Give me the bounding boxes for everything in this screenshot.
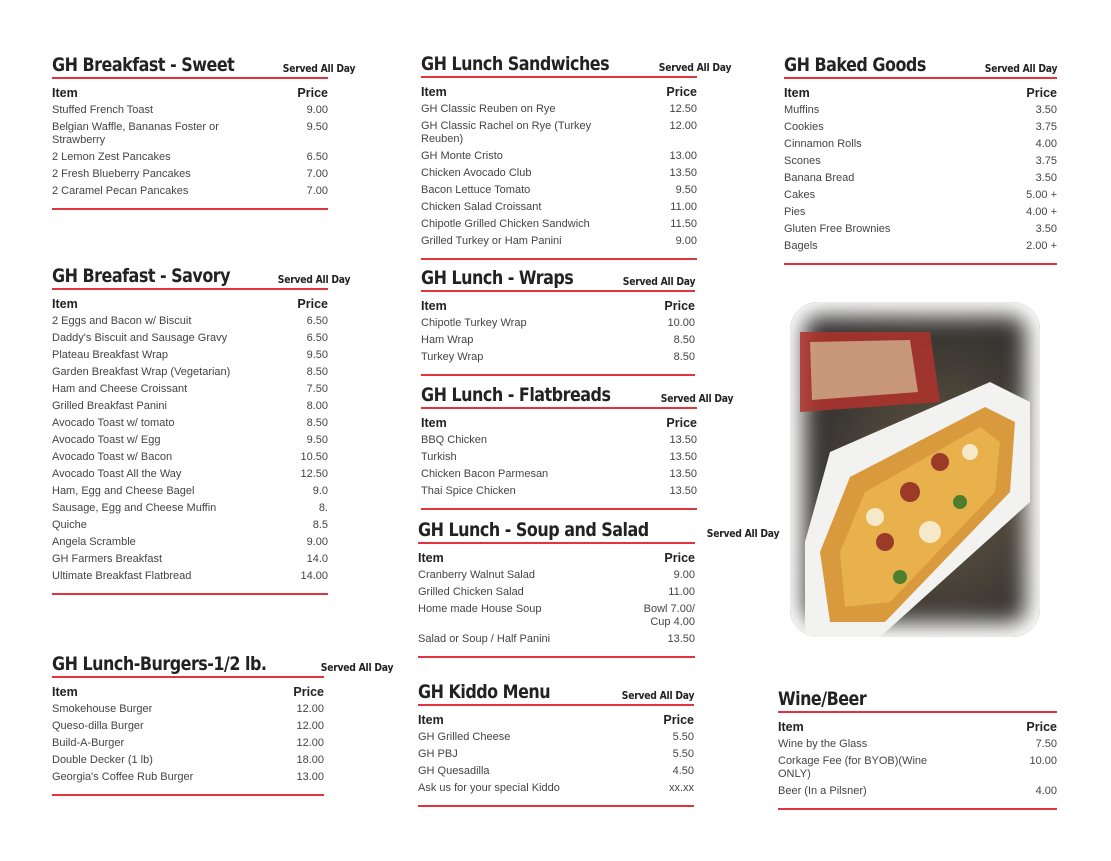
section-divider (418, 656, 695, 658)
flatbread-photo (790, 302, 1040, 637)
menu-item-name: Cakes (784, 189, 816, 201)
menu-item-name: Ask us for your special Kiddo (418, 782, 560, 794)
price-column-label: Price (1026, 720, 1057, 734)
menu-item-price: 13.00 (296, 771, 324, 783)
menu-item-price: 13.00 (669, 150, 697, 162)
section-header (778, 688, 1057, 713)
column-header (778, 720, 1057, 734)
section-divider (784, 263, 1057, 265)
menu-item-price: 11.50 (670, 218, 697, 230)
menu-item (52, 752, 324, 769)
menu-item-price: 12.50 (669, 103, 697, 115)
menu-item (52, 166, 328, 183)
menu-item (778, 753, 1057, 783)
section-divider (421, 374, 695, 376)
section-header (784, 54, 1057, 79)
menu-item-price: 4.00 (1035, 785, 1057, 797)
column-header (421, 299, 695, 313)
menu-item-name: Build-A-Burger (52, 737, 125, 749)
menu-item-price: 10.50 (300, 451, 328, 463)
section-breakfast-savory (52, 265, 351, 595)
price-column-label: Price (664, 551, 695, 565)
section-title: GH Lunch - Wraps (421, 267, 574, 289)
menu-item (52, 701, 324, 718)
menu-item (784, 119, 1057, 136)
menu-item-name: BBQ Chicken (421, 434, 488, 446)
served-all-day-label: Served All Day (706, 527, 779, 540)
menu-item (52, 313, 328, 330)
menu-item-price: 14.0 (306, 553, 328, 565)
column-header (418, 713, 694, 727)
menu-item-price: 7.00 (306, 168, 328, 180)
menu-item-price: 8.00 (306, 400, 328, 412)
menu-item-price: 12.00 (296, 703, 324, 715)
menu-item-name: Chicken Avocado Club (421, 167, 532, 179)
section-header (421, 267, 695, 292)
menu-item-name: Cookies (784, 121, 824, 133)
menu-item-name: Avocado Toast All the Way (52, 468, 182, 480)
section-title: GH Baked Goods (784, 54, 926, 76)
served-all-day-label: Served All Day (984, 62, 1057, 75)
menu-item (52, 517, 328, 534)
menu-item (421, 118, 697, 148)
menu-item-price: 14.00 (300, 570, 328, 582)
menu-item-name: Ham, Egg and Cheese Bagel (52, 485, 195, 497)
menu-item (421, 165, 697, 182)
column-header (784, 86, 1057, 100)
menu-item-name: GH Classic Rachel on Rye (Turkey Reuben) (421, 120, 592, 145)
price-column-label: Price (666, 85, 697, 99)
served-all-day-label: Served All Day (321, 661, 394, 674)
price-column-label: Price (293, 685, 324, 699)
section-header (421, 384, 733, 409)
menu-item-price: 12.00 (296, 720, 324, 732)
menu-item (52, 449, 328, 466)
menu-item-name: 2 Caramel Pecan Pancakes (52, 185, 189, 197)
menu-item (52, 183, 328, 200)
menu-item-name: Cinnamon Rolls (784, 138, 862, 150)
price-column-label: Price (1026, 86, 1057, 100)
menu-item-name: Angela Scramble (52, 536, 136, 548)
menu-item-name: Smokehouse Burger (52, 703, 153, 715)
menu-item-name: Salad or Soup / Half Panini (418, 633, 551, 645)
section-header (52, 54, 356, 79)
section-breakfast-sweet (52, 54, 356, 210)
menu-item-price: 9.00 (306, 104, 328, 116)
menu-item (52, 568, 328, 585)
menu-item (421, 216, 697, 233)
item-column-label: Item (421, 416, 447, 430)
price-column-label: Price (297, 297, 328, 311)
section-header (418, 519, 779, 544)
menu-item (421, 449, 697, 466)
menu-item-list (421, 101, 697, 250)
section-wraps (421, 267, 695, 376)
menu-item (784, 102, 1057, 119)
menu-item-name: Ultimate Breakfast Flatbread (52, 570, 192, 582)
menu-item-price: 3.50 (1035, 172, 1057, 184)
section-divider (778, 808, 1057, 810)
section-title: GH Lunch - Soup and Salad (418, 519, 649, 541)
menu-item-name: Grilled Breakfast Panini (52, 400, 167, 412)
menu-item (784, 221, 1057, 238)
menu-item (52, 466, 328, 483)
menu-item-name: Wine by the Glass (778, 738, 868, 750)
menu-item (784, 187, 1057, 204)
menu-item-price: 7.00 (306, 185, 328, 197)
served-all-day-label: Served All Day (621, 689, 694, 702)
section-header (421, 53, 732, 78)
menu-item-list (421, 315, 695, 366)
menu-item (421, 233, 697, 250)
menu-item-list (52, 102, 328, 200)
price-column-label: Price (664, 299, 695, 313)
menu-item (421, 148, 697, 165)
item-column-label: Item (418, 713, 444, 727)
menu-item (421, 332, 695, 349)
item-column-label: Item (421, 299, 447, 313)
menu-item-price: 9.50 (306, 121, 328, 133)
menu-item (418, 780, 694, 797)
menu-item-price: Bowl 7.00/ Cup 4.00 (643, 603, 695, 628)
menu-item-price: 13.50 (669, 167, 697, 179)
menu-item-name: Beer (In a Pilsner) (778, 785, 867, 797)
menu-item (52, 364, 328, 381)
menu-item-name: Muffins (784, 104, 820, 116)
menu-item (418, 746, 694, 763)
section-soup-salad (418, 519, 779, 658)
menu-item-name: Garden Breakfast Wrap (Vegetarian) (52, 366, 231, 378)
menu-item (52, 102, 328, 119)
menu-item-name: Stuffed French Toast (52, 104, 154, 116)
item-column-label: Item (52, 297, 78, 311)
menu-item-name: Grilled Turkey or Ham Panini (421, 235, 562, 247)
menu-item-price: 9.50 (306, 434, 328, 446)
menu-item-name: Chicken Bacon Parmesan (421, 468, 549, 480)
menu-item-price: 13.50 (669, 434, 697, 446)
section-divider (52, 208, 328, 210)
menu-item-price: 8.50 (673, 351, 695, 363)
menu-item-price: 3.75 (1035, 155, 1057, 167)
item-column-label: Item (778, 720, 804, 734)
menu-item-price: 5.50 (672, 731, 694, 743)
section-sandwiches (421, 53, 732, 260)
menu-item-list (784, 102, 1057, 255)
menu-item (421, 199, 697, 216)
menu-item-price: 8.50 (306, 417, 328, 429)
menu-item (52, 347, 328, 364)
menu-item-name: Scones (784, 155, 821, 167)
menu-item-price: 13.50 (669, 485, 697, 497)
menu-item (778, 736, 1057, 753)
menu-item-name: 2 Lemon Zest Pancakes (52, 151, 171, 163)
menu-item-price: 11.00 (670, 201, 697, 213)
section-burgers (52, 653, 394, 796)
menu-item-name: Gluten Free Brownies (784, 223, 891, 235)
menu-item-list (52, 701, 324, 786)
section-divider (418, 805, 694, 807)
menu-item-price: 3.75 (1035, 121, 1057, 133)
menu-item-price: 4.00 + (1026, 206, 1057, 218)
menu-item-name: Turkey Wrap (421, 351, 484, 363)
menu-item-name: GH PBJ (418, 748, 458, 760)
section-divider (421, 258, 697, 260)
menu-item-price: 8.50 (673, 334, 695, 346)
menu-item (421, 101, 697, 118)
menu-item-price: 11.00 (668, 586, 695, 598)
column-header (421, 85, 697, 99)
column-header (421, 416, 697, 430)
menu-item-name: Banana Bread (784, 172, 855, 184)
menu-item (418, 567, 695, 584)
menu-item-list (418, 729, 694, 797)
menu-item-list (52, 313, 328, 585)
section-divider (52, 593, 328, 595)
menu-item-name: Home made House Soup (418, 603, 542, 615)
menu-item-price: 9.00 (673, 569, 695, 581)
menu-item (421, 315, 695, 332)
menu-item-price: 12.00 (669, 120, 697, 132)
menu-item-price: 3.50 (1035, 104, 1057, 116)
menu-item (52, 415, 328, 432)
menu-item-price: 6.50 (306, 315, 328, 327)
menu-item-price: 12.00 (296, 737, 324, 749)
menu-item-price: 9.00 (675, 235, 697, 247)
menu-item-name: Bagels (784, 240, 818, 252)
menu-item-price: 18.00 (296, 754, 324, 766)
price-column-label: Price (663, 713, 694, 727)
menu-item-price: 6.50 (306, 151, 328, 163)
menu-item-price: 9.00 (306, 536, 328, 548)
menu-item (52, 500, 328, 517)
item-column-label: Item (784, 86, 810, 100)
section-header (52, 653, 394, 678)
menu-item-price: 8. (318, 502, 328, 514)
section-divider (52, 794, 324, 796)
section-title: GH Lunch - Flatbreads (421, 384, 611, 406)
menu-item-name: Chipotle Grilled Chicken Sandwich (421, 218, 590, 230)
price-column-label: Price (666, 416, 697, 430)
section-kiddo (418, 681, 694, 807)
menu-item (421, 432, 697, 449)
menu-item (52, 149, 328, 166)
section-title: GH Breakfast - Sweet (52, 54, 235, 76)
menu-item-price: 4.50 (672, 765, 694, 777)
menu-item-price: 2.00 + (1026, 240, 1057, 252)
served-all-day-label: Served All Day (277, 273, 351, 286)
column-header (418, 551, 695, 565)
menu-item-name: Thai Spice Chicken (421, 485, 516, 497)
menu-item (52, 432, 328, 449)
menu-item (52, 398, 328, 415)
menu-item (52, 119, 328, 149)
menu-item-name: 2 Eggs and Bacon w/ Biscuit (52, 315, 192, 327)
menu-item-price: 5.00 + (1026, 189, 1057, 201)
menu-item-price: 8.50 (306, 366, 328, 378)
menu-item (52, 718, 324, 735)
section-header (52, 265, 351, 290)
menu-item-price: 9.50 (675, 184, 697, 196)
menu-item-name: Double Decker (1 lb) (52, 754, 153, 766)
menu-item-name: Avocado Toast w/ Bacon (52, 451, 173, 463)
menu-item-price: 9.50 (306, 349, 328, 361)
menu-item (52, 735, 324, 752)
menu-item-name: Sausage, Egg and Cheese Muffin (52, 502, 217, 514)
menu-item (52, 551, 328, 568)
menu-item-price: 13.50 (667, 633, 695, 645)
menu-item (52, 534, 328, 551)
column-header (52, 297, 328, 311)
menu-item-name: Corkage Fee (for BYOB)(Wine ONLY) (778, 755, 928, 780)
menu-item-name: Grilled Chicken Salad (418, 586, 524, 598)
section-flatbreads (421, 384, 733, 510)
menu-item-name: Pies (784, 206, 806, 218)
section-header (418, 681, 694, 706)
menu-item (418, 601, 695, 631)
menu-item-name: Ham Wrap (421, 334, 474, 346)
menu-item-name: Daddy's Biscuit and Sausage Gravy (52, 332, 228, 344)
menu-item-name: Cranberry Walnut Salad (418, 569, 535, 581)
menu-item-price: 6.50 (306, 332, 328, 344)
menu-item-price: 7.50 (1035, 738, 1057, 750)
menu-item (421, 349, 695, 366)
menu-item-name: GH Grilled Cheese (418, 731, 511, 743)
served-all-day-label: Served All Day (282, 62, 356, 75)
menu-item (418, 584, 695, 601)
menu-item-list (421, 432, 697, 500)
menu-item-price: 9.0 (312, 485, 328, 497)
menu-item (778, 783, 1057, 800)
menu-item-price: xx.xx (668, 782, 694, 794)
menu-item (52, 769, 324, 786)
menu-item-name: GH Classic Reuben on Rye (421, 103, 556, 115)
menu-item-name: Ham and Cheese Croissant (52, 383, 188, 395)
menu-item (784, 204, 1057, 221)
menu-item (52, 330, 328, 347)
price-column-label: Price (297, 86, 328, 100)
served-all-day-label: Served All Day (660, 392, 733, 405)
section-wine-beer (778, 688, 1057, 810)
column-header (52, 86, 328, 100)
menu-item-name: Chipotle Turkey Wrap (421, 317, 527, 329)
menu-item (421, 182, 697, 199)
menu-item-price: 13.50 (669, 451, 697, 463)
menu-item-price: 7.50 (306, 383, 328, 395)
menu-item-price: 10.00 (667, 317, 695, 329)
menu-item (784, 238, 1057, 255)
column-header (52, 685, 324, 699)
menu-item (52, 483, 328, 500)
item-column-label: Item (52, 685, 78, 699)
menu-item (784, 170, 1057, 187)
menu-item-name: Belgian Waffle, Bananas Foster or Strawberry (52, 121, 219, 146)
menu-item-price: 4.00 (1035, 138, 1057, 150)
section-title: GH Lunch-Burgers-1/2 lb. (52, 653, 267, 675)
menu-item-price: 5.50 (672, 748, 694, 760)
menu-item-name: Avocado Toast w/ tomato (52, 417, 175, 429)
menu-item-name: Turkish (421, 451, 457, 463)
section-title: GH Breafast - Savory (52, 265, 231, 287)
menu-item-name: Queso-dilla Burger (52, 720, 144, 732)
section-title: GH Lunch Sandwiches (421, 53, 610, 75)
menu-item-name: Chicken Salad Croissant (421, 201, 542, 213)
menu-item-name: Quiche (52, 519, 87, 531)
served-all-day-label: Served All Day (622, 275, 695, 288)
menu-item-list (418, 567, 695, 648)
menu-item (418, 729, 694, 746)
menu-item (784, 153, 1057, 170)
menu-item-name: Avocado Toast w/ Egg (52, 434, 161, 446)
item-column-label: Item (421, 85, 447, 99)
menu-item-price: 10.00 (1029, 755, 1057, 767)
menu-item (421, 466, 697, 483)
item-column-label: Item (418, 551, 444, 565)
item-column-label: Item (52, 86, 78, 100)
section-title: GH Kiddo Menu (418, 681, 551, 703)
menu-item (418, 763, 694, 780)
menu-item (421, 483, 697, 500)
menu-item-price: 12.50 (300, 468, 328, 480)
menu-item-name: GH Monte Cristo (421, 150, 503, 162)
menu-item-name: 2 Fresh Blueberry Pancakes (52, 168, 191, 180)
section-title: Wine/Beer (778, 688, 867, 710)
menu-item-name: Plateau Breakfast Wrap (52, 349, 168, 361)
section-baked-goods (784, 54, 1057, 265)
menu-item-price: 8.5 (312, 519, 328, 531)
section-divider (421, 508, 697, 510)
menu-item-name: GH Quesadilla (418, 765, 490, 777)
flatbread-pizza-icon (790, 302, 1040, 637)
menu-item-price: 13.50 (669, 468, 697, 480)
menu-item-name: GH Farmers Breakfast (52, 553, 163, 565)
menu-item-list (778, 736, 1057, 800)
menu-item (52, 381, 328, 398)
menu-item-price: 3.50 (1035, 223, 1057, 235)
menu-item-name: Georgia's Coffee Rub Burger (52, 771, 194, 783)
menu-item-name: Bacon Lettuce Tomato (421, 184, 531, 196)
served-all-day-label: Served All Day (658, 61, 732, 74)
menu-item (784, 136, 1057, 153)
menu-item (418, 631, 695, 648)
